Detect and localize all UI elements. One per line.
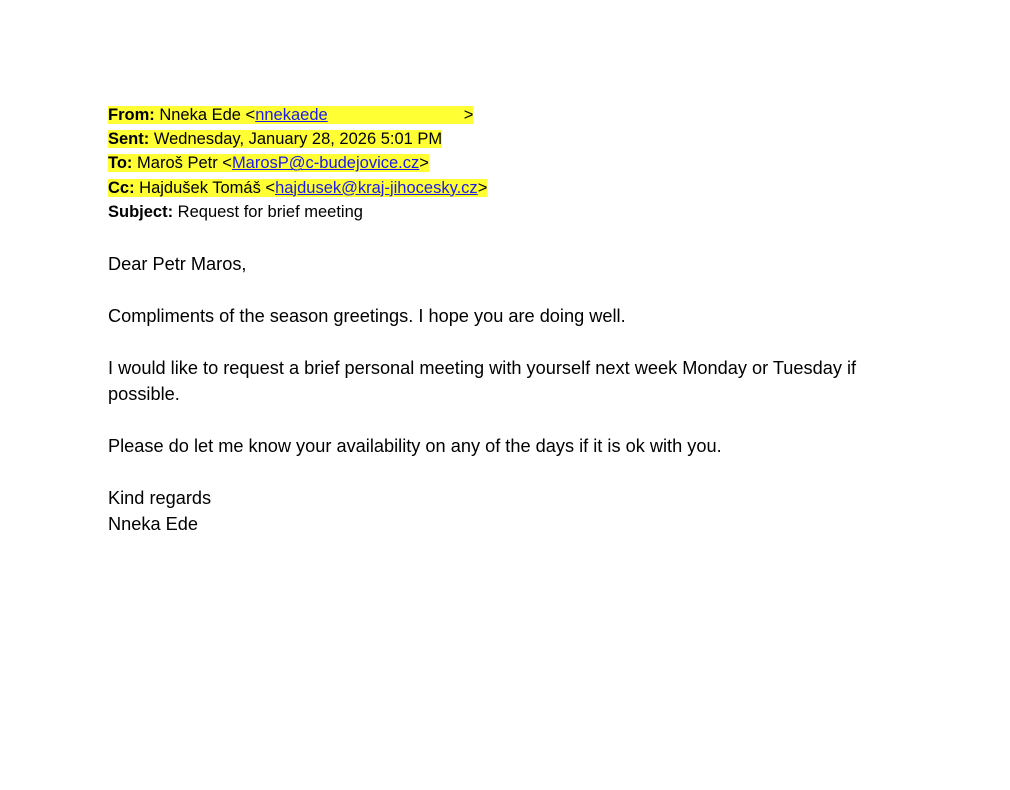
closing: Kind regards: [108, 488, 212, 508]
cc-email-link[interactable]: hajdusek@kraj-jihocesky.cz: [275, 178, 478, 197]
greeting: Dear Petr Maros,: [108, 254, 247, 274]
cc-highlight: [108, 179, 487, 197]
cc-name: Hajdušek Tomáš <: [134, 178, 276, 197]
sent-label: Sent:: [108, 130, 150, 149]
email-body: [108, 251, 928, 537]
subject-label: Subject:: [108, 202, 174, 221]
body-paragraph: I would like to request a brief personal meeting with yourself next week Monday or Tuesday if possible.: [108, 358, 857, 404]
from-highlight: [108, 106, 473, 124]
subject-line: [108, 200, 487, 224]
body-paragraph: Compliments of the season greetings. I hope you are doing well.: [108, 306, 626, 326]
subject-value: Request for brief meeting: [173, 202, 363, 221]
cc-line: [108, 176, 487, 200]
from-label: From:: [108, 106, 155, 124]
cc-suffix: >: [477, 178, 488, 197]
to-name: Maroš Petr <: [132, 154, 232, 173]
from-suffix: >: [463, 106, 474, 124]
signature: Nneka Ede: [108, 514, 198, 534]
sent-highlight: [108, 130, 442, 148]
body-paragraph: Please do let me know your availability on any of the days if it is ok with you.: [108, 436, 722, 456]
cc-label: Cc:: [108, 178, 135, 197]
from-name: Nneka Ede <: [154, 106, 256, 124]
to-line: [108, 151, 487, 175]
to-label: To:: [108, 154, 133, 173]
to-highlight: [108, 154, 429, 172]
to-email-link[interactable]: MarosP@c-budejovice.cz: [231, 154, 420, 173]
to-suffix: >: [419, 154, 429, 173]
from-line: [108, 103, 487, 127]
from-email-link[interactable]: nnekaede: [255, 106, 328, 124]
email-header: [108, 103, 487, 224]
sent-value: Wednesday, January 28, 2026 5:01 PM: [149, 130, 443, 149]
sent-line: [108, 127, 487, 151]
